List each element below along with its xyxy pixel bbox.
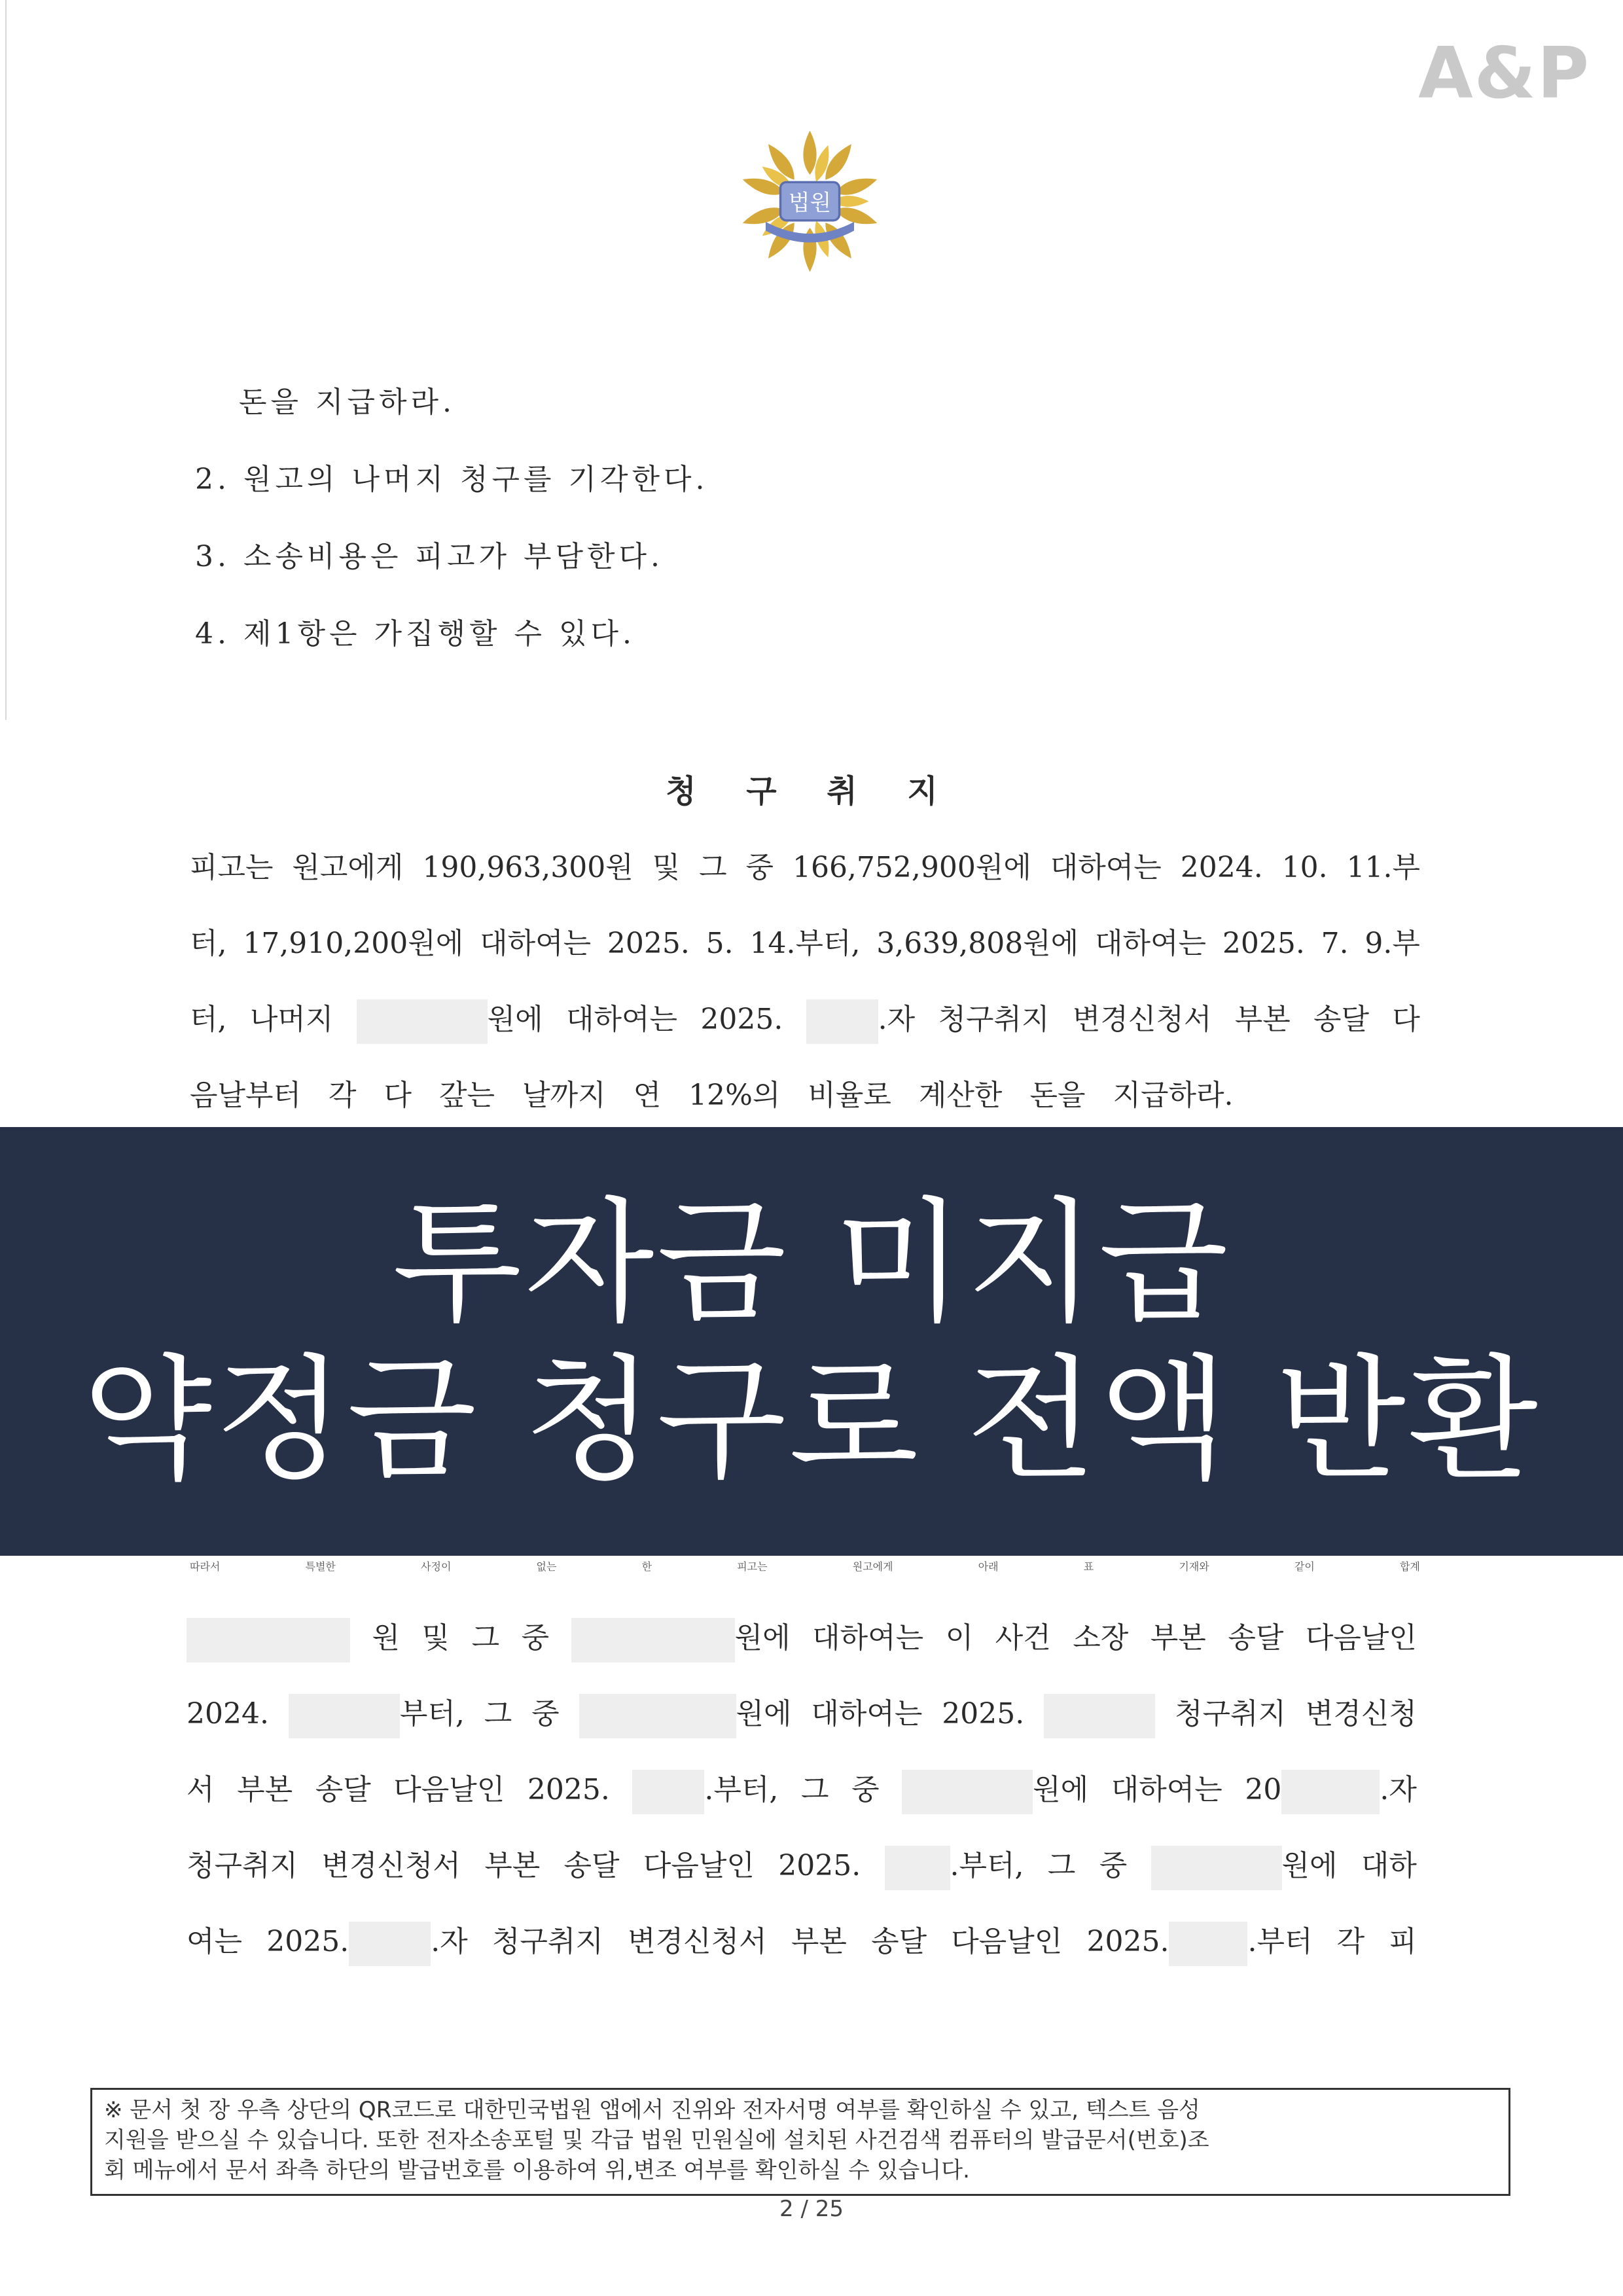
redaction-box <box>902 1770 1033 1814</box>
partially-hidden-line: 따라서 특별한 사정이 없는 한 피고는 원고에게 아래 표 기재와 같이 합계 <box>190 1560 1420 1573</box>
svg-text:법원: 법원 <box>788 190 832 215</box>
section-heading: 청 구 취 지 <box>666 773 957 810</box>
claim-line-2: 터, 17,910,200원에 대하여는 2025. 5. 14.부터, 3,639,808원에 대하여는 2025. 7. 9.부 <box>190 927 1420 960</box>
redaction-box <box>885 1846 950 1890</box>
top-line-1: 돈을 지급하라. <box>239 386 455 419</box>
scan-edge <box>5 0 7 720</box>
redaction-box <box>806 999 878 1044</box>
redaction-box <box>1169 1922 1247 1966</box>
top-line-3: 3. 소송비용은 피고가 부담한다. <box>195 540 664 573</box>
redaction-box <box>1281 1770 1380 1814</box>
page-number: 2 / 25 <box>779 2196 844 2222</box>
body-line-1: 원 및 그 중 원에 대하여는 이 사건 소장 부본 송달 다음날인 <box>187 1600 1417 1676</box>
verification-notice <box>90 2088 1510 2196</box>
court-seal-icon <box>736 128 883 275</box>
top-line-4: 4. 제1항은 가집행할 수 있다. <box>195 617 635 651</box>
body-paragraph <box>187 1600 1417 1980</box>
redaction-box <box>1151 1846 1282 1890</box>
claim-line-1: 피고는 원고에게 190,963,300원 및 그 중 166,752,900원에 대하여는 2024. 10. 11.부 <box>190 851 1420 884</box>
top-line-2: 2. 원고의 나머지 청구를 기각한다. <box>195 463 709 496</box>
body-line-2: 2024. 부터, 그 중 원에 대하여는 2025. 청구취지 변경신청 <box>187 1676 1417 1752</box>
title-banner <box>0 1127 1623 1556</box>
notice-line-1: ※ 문서 첫 장 우측 상단의 QR코드로 대한민국법원 앱에서 진위와 전자서명 여부를 확인하실 수 있고, 텍스트 음성 <box>104 2097 1200 2123</box>
body-line-4: 청구취지 변경신청서 부본 송달 다음날인 2025. .부터, 그 중 원에 대하 <box>187 1828 1417 1904</box>
redaction-box <box>357 999 488 1044</box>
redaction-box <box>632 1770 704 1814</box>
banner-title-line-2: 약정금 청구로 전액 반환 <box>82 1342 1541 1498</box>
redaction-box <box>571 1618 735 1662</box>
claim-line-3: 터, 나머지 원에 대하여는 2025. .자 청구취지 변경신청서 부본 송달 다 <box>190 982 1420 1058</box>
redaction-box <box>187 1618 350 1662</box>
brand-watermark: A&P <box>1418 33 1590 115</box>
body-line-5: 여는 2025. .자 청구취지 변경신청서 부본 송달 다음날인 2025. .부터 각 피 <box>187 1904 1417 1980</box>
claim-line-4: 음날부터 각 다 갚는 날까지 연 12%의 비율로 계산한 돈을 지급하라. <box>190 1079 1234 1112</box>
body-line-3: 서 부본 송달 다음날인 2025. .부터, 그 중 원에 대하여는 20 .자 <box>187 1752 1417 1828</box>
notice-line-3: 회 메뉴에서 문서 좌측 하단의 발급번호를 이용하여 위,변조 여부를 확인하실 수 있습니다. <box>104 2157 970 2183</box>
claim-paragraph <box>190 830 1420 1134</box>
redaction-box <box>1044 1694 1155 1738</box>
redaction-box <box>289 1694 400 1738</box>
notice-line-2: 지원을 받으실 수 있습니다. 또한 전자소송포털 및 각급 법원 민원실에 설치된 사건검색 컴퓨터의 발급문서(번호)조 <box>104 2127 1209 2153</box>
banner-title-line-1: 투자금 미지급 <box>392 1185 1231 1341</box>
redaction-box <box>579 1694 736 1738</box>
redaction-box <box>349 1922 431 1966</box>
